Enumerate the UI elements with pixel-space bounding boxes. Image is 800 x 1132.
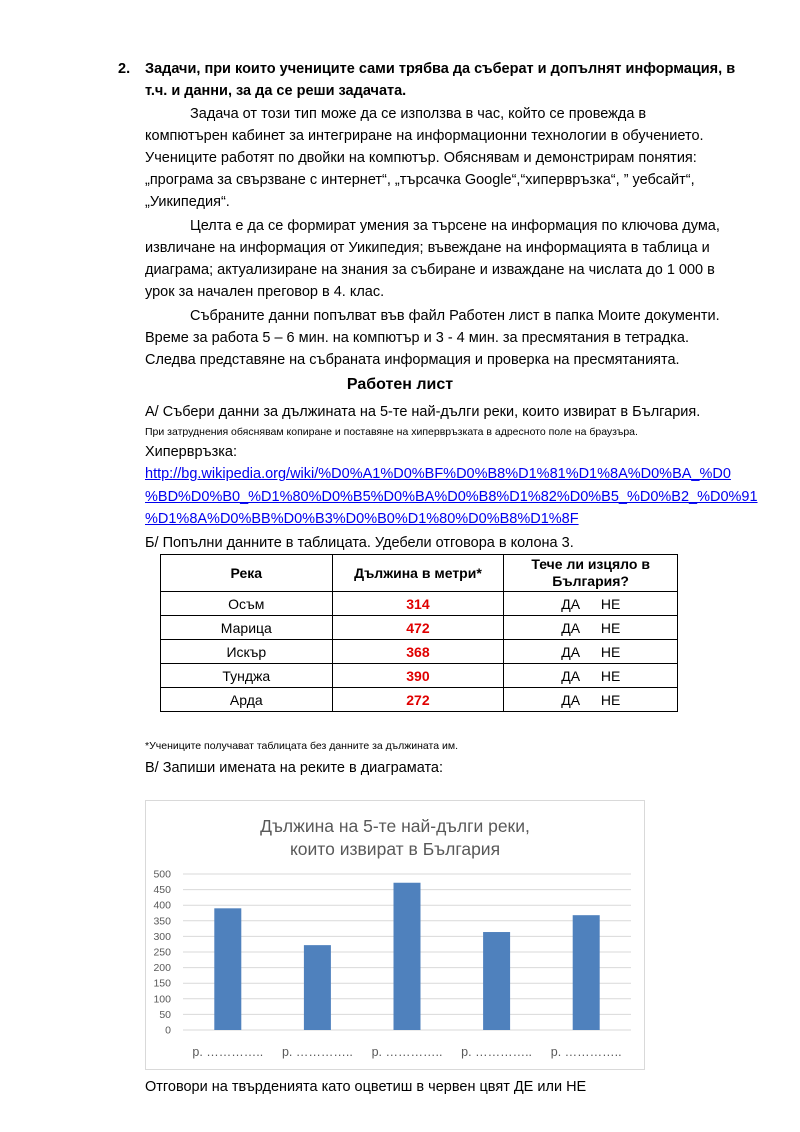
paragraph-line: Време за работа 5 – 6 мин. на компютър и 3 - 4 мин. за пресмятания в тетрадка. <box>145 330 690 346</box>
river-name: Искър <box>161 640 333 664</box>
y-tick-label: 250 <box>153 946 171 959</box>
no-option[interactable]: НЕ <box>600 595 621 612</box>
task-a-note: При затруднения обяснявам копиране и поставяне на хипервръзката в адресното поле на браузъра. <box>145 426 638 438</box>
col-header-length: Дължина в метри* <box>332 555 504 592</box>
table-row <box>161 640 678 664</box>
task-b: Б/ Попълни данните в таблицата. Удебели отговора в колона 3. <box>145 535 574 551</box>
y-tick-label: 350 <box>153 915 171 928</box>
paragraph-line: Следва представяне на събраната информация и проверка на пресмятанията. <box>145 352 680 368</box>
bar <box>304 945 331 1030</box>
yes-no-cell <box>504 664 678 688</box>
section-heading-line2: т.ч. и данни, за да се реши задачата. <box>145 83 407 99</box>
hyperlink-line[interactable]: %BD%D0%B0_%D1%80%D0%B5%D0%BA%D0%B8%D1%82%D0%B5_%D0%B2_%D0%91 <box>145 488 758 505</box>
yes-no-cell <box>504 616 678 640</box>
no-option[interactable]: НЕ <box>600 691 621 708</box>
river-length: 314 <box>332 592 504 616</box>
yes-option[interactable]: ДА <box>561 691 581 708</box>
yes-option[interactable]: ДА <box>561 643 581 660</box>
task-c: В/ Запиши имената на реките в диаграмата: <box>145 760 444 776</box>
table-row <box>161 688 678 712</box>
paragraph-line: урок за начален преговор в 4. клас. <box>145 284 385 300</box>
paragraph-line: Целта е да се формират умения за търсене на информация по ключова дума, <box>190 218 720 234</box>
rivers-table <box>160 554 678 712</box>
task-a: А/ Събери данни за дължината на 5-те най-дълги реки, които извират в България. <box>145 404 701 420</box>
table-row <box>161 664 678 688</box>
yes-no-cell <box>504 640 678 664</box>
chart-container <box>145 800 645 1070</box>
hyperlink-label: Хипервръзка: <box>145 444 237 460</box>
river-length: 390 <box>332 664 504 688</box>
y-tick-label: 150 <box>153 977 171 990</box>
yes-no-cell <box>504 688 678 712</box>
y-tick-label: 450 <box>153 884 171 897</box>
y-tick-label: 100 <box>153 993 171 1006</box>
paragraph-line: диаграма; актуализиране на знания за събиране и изваждане на числата до 1 000 в <box>145 262 715 278</box>
yes-no-cell <box>504 592 678 616</box>
x-category-label: р. ………….. <box>550 1045 622 1059</box>
paragraph-line: „програма за свързване с интернет“, „търсачка Google“,“хипервръзка“, ” уебсайт“, <box>145 172 695 188</box>
col-header-river: Река <box>161 555 333 592</box>
x-category-label: р. ………….. <box>192 1045 264 1059</box>
x-category-label: р. ………….. <box>281 1045 353 1059</box>
table-header-row <box>161 555 678 592</box>
no-option[interactable]: НЕ <box>600 619 621 636</box>
paragraph-line: „Уикипедия“. <box>145 194 230 210</box>
river-name: Осъм <box>161 592 333 616</box>
paragraph-intro <box>145 103 704 213</box>
paragraph-line: компютърен кабинет за интегриране на информационни технологии в обучението. <box>145 128 704 144</box>
paragraph-goal <box>145 215 720 303</box>
section-heading-line1: Задачи, при които учениците сами трябва да съберат и допълнят информация, в <box>145 61 736 77</box>
hyperlink-line[interactable]: %D1%8A%D0%BB%D0%B3%D0%B0%D1%80%D0%B8%D1%8F <box>145 511 579 527</box>
river-length: 272 <box>332 688 504 712</box>
col-header-flows: Тече ли изцяло в България? <box>504 555 678 592</box>
x-category-label: р. ………….. <box>371 1045 443 1059</box>
paragraph-line: Събраните данни попълват във файл Работен лист в папка Моите документи. <box>190 308 720 324</box>
x-category-label: р. ………….. <box>461 1045 533 1059</box>
bar <box>573 915 600 1030</box>
paragraph-line: Учениците работят по двойки на компютър. Обяснявам и демонстрирам понятия: <box>145 150 697 166</box>
y-tick-label: 200 <box>153 962 171 975</box>
y-tick-label: 500 <box>153 868 171 881</box>
footer-instruction: Отговори на твърденията като оцветиш в червен цвят ДЕ или НЕ <box>145 1079 587 1095</box>
paragraph-line: извличане на информация от Уикипедия; въвеждане на информацията в таблица и <box>145 240 710 256</box>
hyperlink-line[interactable]: http://bg.wikipedia.org/wiki/%D0%A1%D0%BF%D0%B8%D1%81%D1%8A%D0%BA_%D0 <box>145 466 731 482</box>
bar <box>394 883 421 1030</box>
bar-chart <box>146 801 644 1069</box>
bar <box>214 908 241 1030</box>
yes-option[interactable]: ДА <box>561 619 581 636</box>
river-name: Марица <box>161 616 333 640</box>
chart-title: Дължина на 5-те най-дълги реки, <box>260 816 530 836</box>
y-tick-label: 300 <box>153 930 171 943</box>
chart-subtitle: които извират в България <box>289 839 501 859</box>
y-tick-label: 0 <box>165 1024 171 1037</box>
table-row <box>161 616 678 640</box>
yes-option[interactable]: ДА <box>561 595 581 612</box>
section-number: 2. <box>118 61 131 77</box>
paragraph-line: Задача от този тип може да се използва в час, който се провежда в <box>190 106 647 122</box>
worksheet-title: Работен лист <box>346 376 454 393</box>
paragraph-procedure <box>145 305 720 371</box>
y-tick-label: 50 <box>159 1008 171 1021</box>
river-name: Тунджа <box>161 664 333 688</box>
hyperlink[interactable] <box>145 463 758 531</box>
table-row <box>161 592 678 616</box>
y-tick-label: 400 <box>153 899 171 912</box>
no-option[interactable]: НЕ <box>600 667 621 684</box>
table-note: *Учениците получават таблицата без данните за дължината им. <box>145 740 458 752</box>
river-name: Арда <box>161 688 333 712</box>
river-length: 368 <box>332 640 504 664</box>
bar <box>483 932 510 1030</box>
no-option[interactable]: НЕ <box>600 643 621 660</box>
yes-option[interactable]: ДА <box>561 667 581 684</box>
river-length: 472 <box>332 616 504 640</box>
